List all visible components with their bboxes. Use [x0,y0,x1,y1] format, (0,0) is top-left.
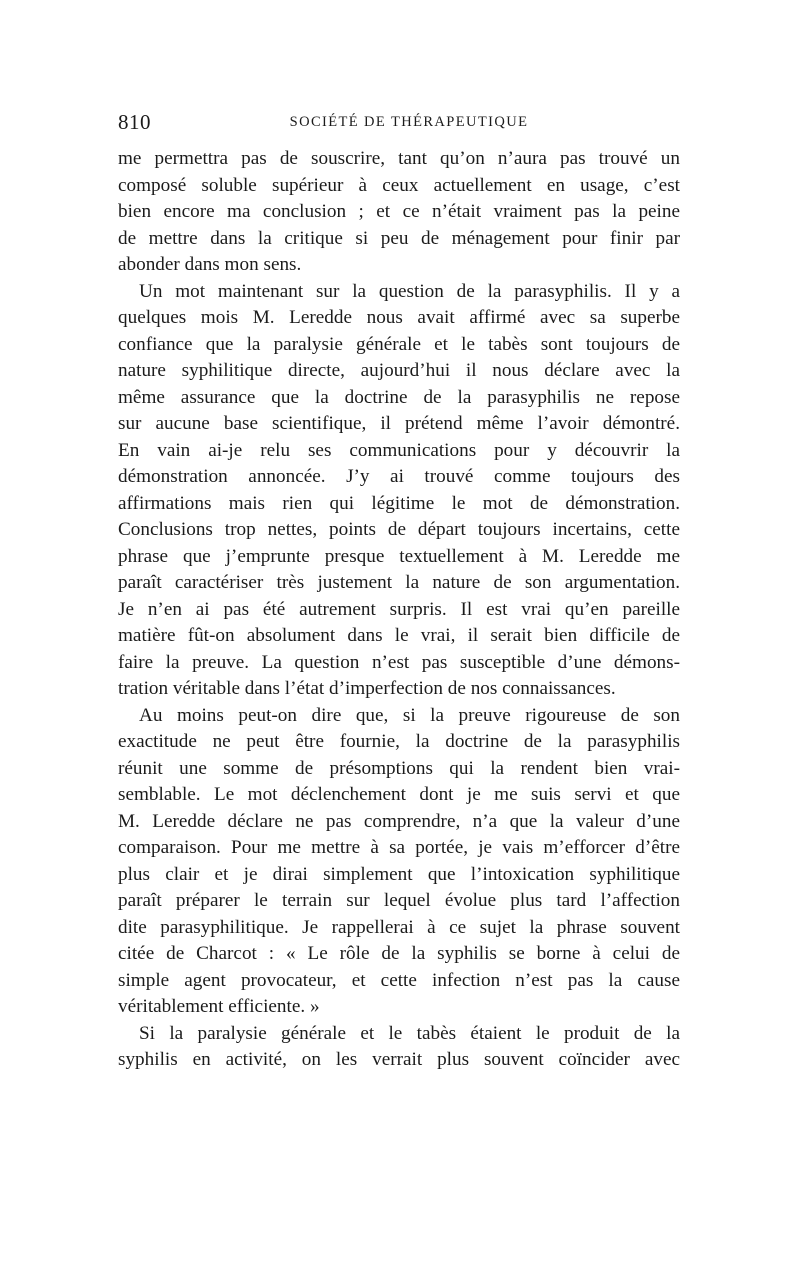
text-line: M. Leredde déclare ne pas comprendre, n’a que la valeur d’une [118,810,680,832]
text-line: nature syphilitique directe, aujourd’hui il nous déclare avec la [118,360,680,381]
text-line: sur aucune base scientifique, il prétend même l’avoir démontré. [118,413,680,434]
text-line: matière fût-on absolument dans le vrai, il serait bien difficile de [118,625,680,646]
text-line: me permettra pas de souscrire, tant qu’on n’aura pas trouvé un [118,148,680,169]
text-line: affirmations mais rien qui légitime le mot de démonstration. [118,492,680,514]
text-line: composé soluble supérieur à ceux actuellement en usage, c’est [118,174,680,196]
text-line: citée de Charcot : « Le rôle de la syphilis se borne à celui de [118,943,680,964]
running-head [118,110,680,144]
text-line: phrase que j’emprunte presque textuellement à M. Leredde me [118,545,680,567]
text-line: abonder dans mon sens. [118,254,302,275]
text-line: paraît préparer le terrain sur lequel évolue plus tard l’affection [118,890,680,911]
running-title: SOCIÉTÉ DE THÉRAPEUTIQUE [289,114,529,130]
text-line: paraît caractériser très justement la nature de son argumentation. [118,572,680,593]
text-line: Un mot maintenant sur la question de la parasyphilis. Il y a [139,280,680,302]
text-line: véritablement efficiente. » [118,996,320,1017]
text-line: faire la preuve. La question n’est pas susceptible d’une démons- [118,651,680,673]
text-line: exactitude ne peut être fournie, la doctrine de la parasyphilis [118,731,680,752]
text-line: syphilis en activité, on les verrait plus souvent coïncider avec [118,1049,680,1070]
text-line: quelques mois M. Leredde nous avait affirmé avec sa superbe [118,307,680,328]
text-line: tration véritable dans l’état d’imperfection de nos connaissances. [118,678,616,699]
page-number: 810 [118,110,151,134]
text-line: plus clair et je dirai simplement que l’intoxication syphilitique [118,863,680,885]
body-text [118,146,680,1074]
text-line: réunit une somme de présomptions qui la rendent bien vrai- [118,757,680,779]
text-line: confiance que la paralysie générale et le tabès sont toujours de [118,333,680,355]
text-line: semblable. Le mot déclenchement dont je me suis servi et que [118,784,680,805]
text-line: Au moins peut-on dire que, si la preuve rigoureuse de son [139,704,680,726]
text-line: En vain ai-je relu ses communications pour y découvrir la [118,439,680,461]
text-line: comparaison. Pour me mettre à sa portée, je vais m’efforcer d’être [118,837,680,858]
text-line: même assurance que la doctrine de la parasyphilis ne repose [118,386,680,408]
book-page [118,110,680,1074]
text-line: Conclusions trop nettes, points de départ toujours incertains, cette [118,519,680,540]
text-line: démonstration annoncée. J’y ai trouvé comme toujours des [118,466,680,487]
text-line: de mettre dans la critique si peu de ménagement pour finir par [118,227,680,249]
text-line: Je n’en ai pas été autrement surpris. Il est vrai qu’en pareille [118,598,680,620]
text-line: Si la paralysie générale et le tabès étaient le produit de la [139,1022,680,1044]
text-line: bien encore ma conclusion ; et ce n’était vraiment pas la peine [118,201,680,222]
text-line: simple agent provocateur, et cette infection n’est pas la cause [118,969,680,991]
text-line: dite parasyphilitique. Je rappellerai à ce sujet la phrase souvent [118,916,680,938]
